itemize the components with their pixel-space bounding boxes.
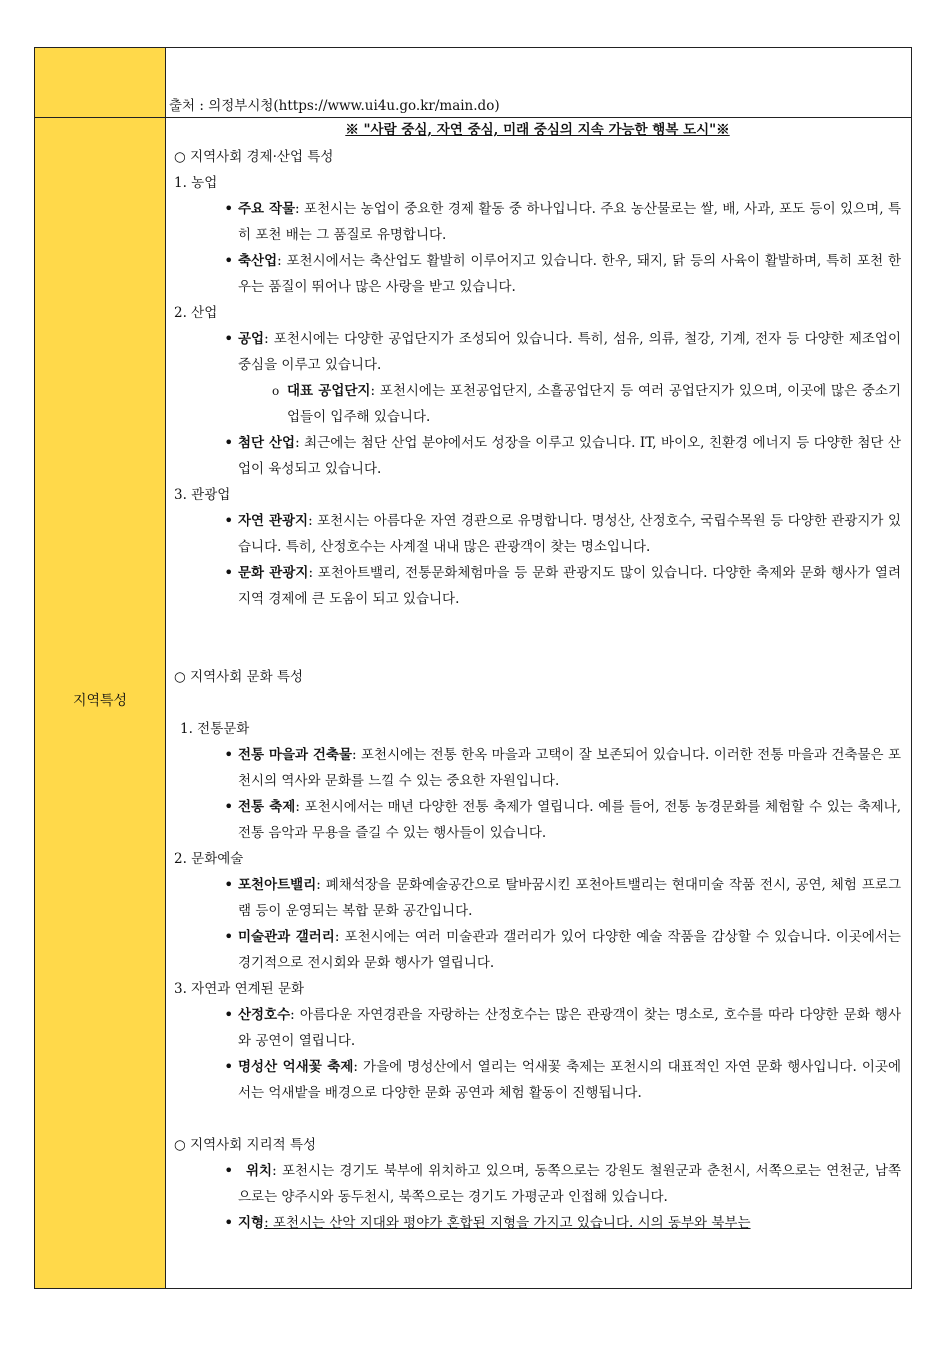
list-item	[174, 872, 901, 924]
arts-list	[174, 872, 901, 976]
source-text: 출처 : 의정부시청(https://www.ui4u.go.kr/main.do)	[169, 98, 500, 114]
list-item	[174, 1210, 901, 1236]
arts-title: 2. 문화예술	[174, 851, 244, 867]
desc: : 포천시에서는 축산업도 활발히 이루어지고 있습니다. 한우, 돼지, 닭 등의 사육이 활발하며, 특히 포천 한우는 품질이 뛰어나 많은 사랑을 받고 있습니다.	[238, 253, 901, 295]
list-item	[174, 508, 901, 560]
term: 대표 공업단지	[287, 383, 371, 399]
term: 전통 축제	[238, 799, 296, 815]
term: 축산업	[238, 253, 278, 269]
content-cell	[166, 118, 912, 1289]
agri-list	[174, 196, 901, 300]
desc: : 최근에는 첨단 산업 분야에서도 성장을 이루고 있습니다. IT, 바이오, 친환경 에너지 등 다양한 첨단 산업이 육성되고 있습니다.	[238, 435, 901, 477]
desc: : 포천시에는 포천공업단지, 소흘공업단지 등 여러 공업단지가 있으며, 이곳에 많은 중소기업들이 입주해 있습니다.	[287, 383, 901, 425]
section-label: 지역특성	[72, 693, 128, 709]
list-item	[174, 742, 901, 794]
culture-heading: ○ 지역사회 문화 특성	[174, 669, 303, 685]
desc: : 포천시는 농업이 중요한 경제 활동 중 하나입니다. 주요 농산물로는 쌀, 배, 사과, 포도 등이 있으며, 특히 포천 배는 그 품질로 유명합니다.	[238, 201, 902, 243]
tradition-title: 1. 전통문화	[180, 721, 250, 737]
term: 자연 관광지	[238, 513, 309, 529]
desc: : 아름다운 자연경관을 자랑하는 산정호수는 많은 관광객이 찾는 명소로, 호수를 따라 다양한 문화 행사와 공연이 열립니다.	[238, 1007, 901, 1049]
list-item	[174, 248, 901, 300]
term: 첨단 산업	[238, 435, 296, 451]
list-item	[174, 560, 901, 612]
nature-culture-list	[174, 1002, 901, 1106]
content-body	[166, 118, 911, 1288]
list-item	[174, 1158, 901, 1210]
term: 전통 마을과 건축물	[238, 747, 353, 763]
list-item	[174, 924, 901, 976]
nature-culture-title: 3. 자연과 연계된 문화	[174, 981, 305, 997]
term: 명성산 억새꽃 축제	[238, 1059, 354, 1075]
tourism-title: 3. 관광업	[174, 487, 231, 503]
desc: : 포천아트밸리, 전통문화체험마을 등 문화 관광지도 많이 있습니다. 다양한 축제와 문화 행사가 열려 지역 경제에 큰 도움이 되고 있습니다.	[238, 565, 902, 607]
term: 주요 작물	[238, 201, 296, 217]
term: 산정호수	[238, 1007, 291, 1023]
industry-title: 2. 산업	[174, 305, 218, 321]
list-item	[174, 326, 901, 378]
desc: : 가을에 명성산에서 열리는 억새꽃 축제는 포천시의 대표적인 자연 문화 행사입니다. 이곳에서는 억새밭을 배경으로 다양한 문화 공연과 체험 활동이 진행됩니다.	[238, 1059, 901, 1101]
spacer	[174, 612, 901, 664]
motto: ※ "사람 중심, 자연 중심, 미래 중심의 지속 가능한 행복 도시"※	[345, 122, 730, 138]
geography-heading: ○ 지역사회 지리적 특성	[174, 1137, 317, 1153]
sub-list-item	[174, 378, 901, 430]
geography-list	[174, 1158, 901, 1236]
list-item	[174, 430, 901, 482]
agri-title: 1. 농업	[174, 175, 218, 191]
industry-list	[174, 326, 901, 482]
spacer	[174, 1106, 901, 1132]
economy-heading: ○ 지역사회 경제·산업 특성	[174, 149, 334, 165]
desc: : 포천시는 아름다운 자연 경관으로 유명합니다. 명성산, 산정호수, 국립수목원 등 다양한 관광지가 있습니다. 특히, 산정호수는 사계절 내내 많은 관광객이 찾는 명소입니다.	[238, 513, 902, 555]
desc: : 포천시에는 전통 한옥 마을과 고택이 잘 보존되어 있습니다. 이러한 전통 마을과 건축물은 포천시의 역사와 문화를 느낄 수 있는 중요한 자원입니다.	[238, 747, 901, 789]
desc: : 포천시는 산악 지대와 평야가 혼합된 지형을 가지고 있습니다. 시의 동부와 북부는	[264, 1215, 751, 1231]
list-item	[174, 794, 901, 846]
content-row	[35, 118, 912, 1289]
tourism-list	[174, 508, 901, 612]
term: 위치	[246, 1163, 273, 1179]
desc: : 폐채석장을 문화예술공간으로 탈바꿈시킨 포천아트밸리는 현대미술 작품 전시, 공연, 체험 프로그램 등이 운영되는 복합 문화 공간입니다.	[238, 877, 901, 919]
term: 문화 관광지	[238, 565, 309, 581]
term: 미술관과 갤러리	[238, 929, 335, 945]
term: 포천아트밸리	[238, 877, 317, 893]
source-cell	[166, 48, 912, 118]
list-item	[174, 1054, 901, 1106]
label-cell	[35, 118, 166, 1289]
spacer	[174, 690, 901, 716]
tradition-list	[174, 742, 901, 846]
term: 공업	[238, 331, 265, 347]
desc: : 포천시에는 다양한 공업단지가 조성되어 있습니다. 특히, 섬유, 의류, 철강, 기계, 전자 등 다양한 제조업이 중심을 이루고 있습니다.	[238, 331, 901, 373]
term: 지형	[238, 1215, 265, 1231]
desc: : 포천시에서는 매년 다양한 전통 축제가 열립니다. 예를 들어, 전통 농경문화를 체험할 수 있는 축제나, 전통 음악과 무용을 즐길 수 있는 행사들이 있습니다.	[238, 799, 902, 841]
list-item	[174, 1002, 901, 1054]
list-item	[174, 196, 901, 248]
source-row	[35, 48, 912, 118]
desc: : 포천시는 경기도 북부에 위치하고 있으며, 동쪽으로는 강원도 철원군과 춘천시, 서쪽으로는 연천군, 남쪽으로는 양주시와 동두천시, 북쪽으로는 경기도 가평군과 인접해 있습니다.	[238, 1163, 901, 1205]
document-table	[34, 47, 912, 1289]
desc: : 포천시에는 여러 미술관과 갤러리가 있어 다양한 예술 작품을 감상할 수 있습니다. 이곳에서는 경기적으로 전시회와 문화 행사가 열립니다.	[238, 929, 901, 971]
